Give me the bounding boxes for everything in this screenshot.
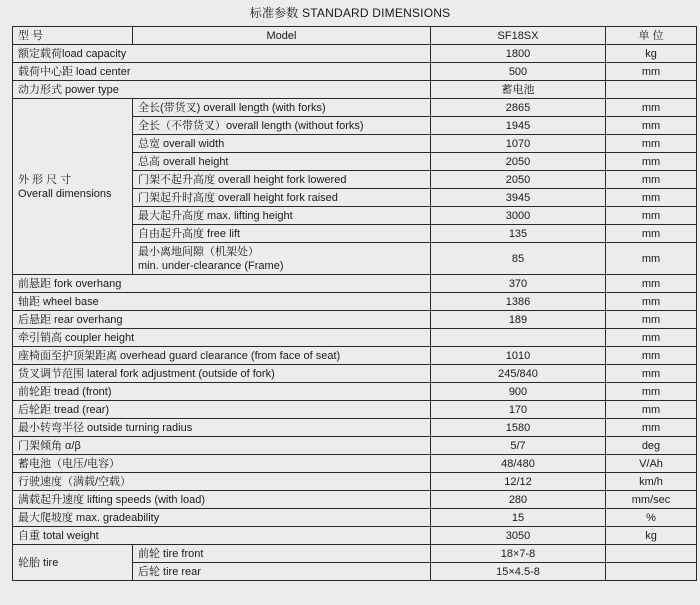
header-model-value: SF18SX — [431, 27, 606, 45]
param-value: 18×7-8 — [431, 545, 606, 563]
param-value: 500 — [431, 63, 606, 81]
param-label: 最小转弯半径 outside turning radius — [13, 419, 431, 437]
param-label: 动力形式 power type — [13, 81, 431, 99]
param-value: 1580 — [431, 419, 606, 437]
param-label: 额定载荷load capacity — [13, 45, 431, 63]
param-value: 1010 — [431, 347, 606, 365]
header-item-cell: 型 号 — [13, 27, 133, 45]
param-value: 3945 — [431, 189, 606, 207]
table-row — [13, 329, 697, 347]
param-unit: % — [606, 509, 697, 527]
table-row — [13, 81, 697, 99]
param-label: 全长（不带货叉）overall length (without forks) — [133, 117, 431, 135]
param-unit: mm — [606, 347, 697, 365]
table-row — [13, 99, 697, 117]
param-label: 门架倾角 α/β — [13, 437, 431, 455]
param-label-cn: 最小离地间隙（机架处） — [138, 245, 259, 258]
param-label: 自由起升高度 free lift — [133, 225, 431, 243]
param-unit: mm — [606, 329, 697, 347]
param-value: 15×4.5-8 — [431, 563, 606, 581]
param-label: 门架不起升高度 overall height fork lowered — [133, 171, 431, 189]
spec-table — [12, 26, 697, 581]
param-unit: mm — [606, 243, 697, 275]
param-label: 最大爬坡度 max. gradeability — [13, 509, 431, 527]
param-unit: mm — [606, 207, 697, 225]
param-label: 载荷中心距 load center — [13, 63, 431, 81]
param-value: 245/840 — [431, 365, 606, 383]
table-title: 标准参数 STANDARD DIMENSIONS — [249, 6, 451, 20]
param-unit: mm — [606, 171, 697, 189]
param-unit: kg — [606, 527, 697, 545]
param-unit: km/h — [606, 473, 697, 491]
param-unit: mm — [606, 365, 697, 383]
table-row — [13, 509, 697, 527]
param-value — [431, 329, 606, 347]
param-value: 蓄电池 — [431, 81, 606, 99]
param-value: 85 — [431, 243, 606, 275]
table-row — [13, 491, 697, 509]
param-value: 900 — [431, 383, 606, 401]
param-label: 门架起升时高度 overall height fork raised — [133, 189, 431, 207]
table-row — [13, 45, 697, 63]
param-value: 189 — [431, 311, 606, 329]
param-label: 后轮 tire rear — [133, 563, 431, 581]
param-unit: kg — [606, 45, 697, 63]
header-row — [13, 27, 697, 45]
param-unit: mm — [606, 135, 697, 153]
param-value: 135 — [431, 225, 606, 243]
param-value: 1945 — [431, 117, 606, 135]
param-unit: V/Ah — [606, 455, 697, 473]
param-label: 前轮距 tread (front) — [13, 383, 431, 401]
param-value: 280 — [431, 491, 606, 509]
param-label: 自重 total weight — [13, 527, 431, 545]
param-unit: mm — [606, 63, 697, 81]
param-unit: mm/sec — [606, 491, 697, 509]
table-row — [13, 401, 697, 419]
param-label: 行驶速度（满载/空载） — [13, 473, 431, 491]
group-label-cn: 外 形 尺 寸 — [18, 173, 72, 186]
param-label: 前悬距 fork overhang — [13, 275, 431, 293]
param-value: 1386 — [431, 293, 606, 311]
param-label: 牵引销高 coupler height — [13, 329, 431, 347]
header-unit-cell: 单 位 — [606, 27, 697, 45]
param-label: 座椅面至护顶架距离 overhead guard clearance (from face of seat) — [13, 347, 431, 365]
table-row — [13, 545, 697, 563]
param-label: 总宽 overall width — [133, 135, 431, 153]
param-unit: mm — [606, 275, 697, 293]
table-row — [13, 383, 697, 401]
param-label: 满载起升速度 lifting speeds (with load) — [13, 491, 431, 509]
table-row — [13, 63, 697, 81]
tire-group: 轮胎 tire — [13, 545, 133, 581]
param-value: 2050 — [431, 171, 606, 189]
overall-dimensions-group — [13, 99, 133, 275]
group-label-en: Overall dimensions — [18, 187, 112, 200]
header-model-label: Model — [133, 27, 431, 45]
param-label-en: min. under-clearance (Frame) — [138, 259, 284, 272]
param-unit: mm — [606, 225, 697, 243]
param-value: 2050 — [431, 153, 606, 171]
param-unit: deg — [606, 437, 697, 455]
param-value: 5/7 — [431, 437, 606, 455]
param-label: 总高 overall height — [133, 153, 431, 171]
param-unit — [606, 81, 697, 99]
param-value: 1070 — [431, 135, 606, 153]
param-unit: mm — [606, 153, 697, 171]
param-value: 3050 — [431, 527, 606, 545]
param-label: 蓄电池（电压/电容） — [13, 455, 431, 473]
table-row — [13, 293, 697, 311]
table-row — [13, 437, 697, 455]
table-row — [13, 455, 697, 473]
table-row — [13, 365, 697, 383]
param-unit: mm — [606, 99, 697, 117]
param-unit: mm — [606, 117, 697, 135]
param-label: 后悬距 rear overhang — [13, 311, 431, 329]
param-value: 370 — [431, 275, 606, 293]
param-label — [133, 243, 431, 275]
param-unit: mm — [606, 401, 697, 419]
param-label: 货叉调节范围 lateral fork adjustment (outside of fork) — [13, 365, 431, 383]
param-label: 前轮 tire front — [133, 545, 431, 563]
param-unit — [606, 563, 697, 581]
table-row — [13, 275, 697, 293]
table-row — [13, 419, 697, 437]
param-value: 12/12 — [431, 473, 606, 491]
param-unit — [606, 545, 697, 563]
param-value: 3000 — [431, 207, 606, 225]
param-unit: mm — [606, 293, 697, 311]
param-value: 1800 — [431, 45, 606, 63]
param-unit: mm — [606, 311, 697, 329]
param-unit: mm — [606, 383, 697, 401]
param-unit: mm — [606, 189, 697, 207]
param-label: 全长(带货叉) overall length (with forks) — [133, 99, 431, 117]
param-unit: mm — [606, 419, 697, 437]
spec-table-body — [13, 27, 697, 581]
param-label: 轴距 wheel base — [13, 293, 431, 311]
param-value: 170 — [431, 401, 606, 419]
table-row — [13, 473, 697, 491]
param-value: 2865 — [431, 99, 606, 117]
param-value: 15 — [431, 509, 606, 527]
param-label: 后轮距 tread (rear) — [13, 401, 431, 419]
table-row — [13, 347, 697, 365]
table-row — [13, 311, 697, 329]
table-row — [13, 527, 697, 545]
param-label: 最大起升高度 max. lifting height — [133, 207, 431, 225]
param-value: 48/480 — [431, 455, 606, 473]
